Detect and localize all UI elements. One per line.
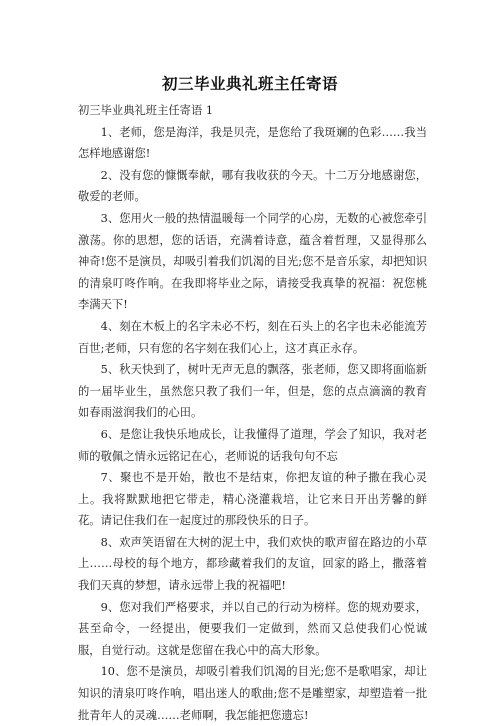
paragraph-3: 3、您用火一般的热情温暖每一个同学的心房，无数的心被您牵引激荡。你的思想，您的话语，充满着诗意，蕴含着哲理，又显得那么神奇!您不是演员，却吸引着我们饥渴的目光;您不是音乐家，却把知识的清泉叮咚作响。在我即将毕业之际，请接受我真挚的祝福：祝您桃李满天下! (78, 211, 427, 312)
paragraph-5: 5、秋天快到了，树叶无声无息的飘落，张老师，您又即将面临新的一届毕业生，虽然您只教了我们一年，但是，您的点点滴滴的教育如春雨滋润我们的心田。 (78, 363, 427, 420)
document-subtitle: 初三毕业典礼班主任寄语 1 (78, 104, 214, 117)
paragraph-4: 4、刻在木板上的名字未必不朽，刻在石头上的名字也未必能流芳百世;老师，只有您的名字刻在我们心上，这才真正永存。 (78, 319, 427, 355)
paragraph-6: 6、是您让我快乐地成长，让我懂得了道理，学会了知识，我对老师的敬佩之情永远铭记在心，老师说的话我句句不忘 (78, 427, 427, 463)
paragraph-8: 8、欢声笑语留在大树的泥土中，我们欢快的歌声留在路边的小草上……母校的每个地方，都珍藏着我们的友谊，回家的路上，撒落着我们天真的梦想，请永远带上我的祝福吧! (78, 535, 427, 593)
document-body (78, 100, 427, 726)
paragraph-7: 7、聚也不是开始，散也不是结束，你把友谊的种子撒在我心灵上。我将默默地把它带走，精心浇灌栽培，让它来日开出芳馨的鲜花。请记住我们在一起度过的那段快乐的日子。 (78, 471, 427, 528)
paragraph-10: 10、您不是演员，却吸引着我们饥渴的目光;您不是歌唱家，却让知识的清泉叮咚作响，唱出迷人的歌曲;您不是雕塑家，却塑造着一批批青年人的灵魂……老师啊，我怎能把您遗忘! (78, 665, 427, 722)
paragraph-2: 2、没有您的慷慨奉献，哪有我收获的今天。十二万分地感谢您，敬爱的老师。 (78, 168, 427, 204)
document-title: 初三毕业典礼班主任寄语 (161, 75, 338, 93)
paragraph-9: 9、您对我们严格要求，并以自己的行动为榜样。您的规劝要求，甚至命令，一经提出，便要我们一定做到，然而又总使我们心悦诚服，自觉行动。这就是您留在我心中的高大形象。 (78, 600, 427, 657)
paragraph-1: 1、老师，您是海洋，我是贝壳，是您给了我斑斓的色彩……我当怎样地感谢您! (78, 125, 427, 161)
